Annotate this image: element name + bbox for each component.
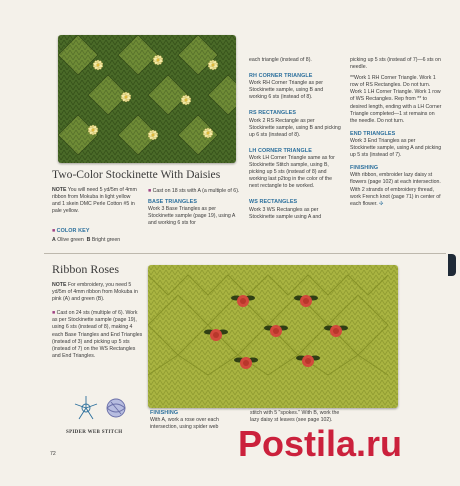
finishing-body: With ribbon, embroider lazy daisy st flowers (page 102) at each intersection. With 2 strands of embroidery thread, work French knot (page 71) in center of each flower. xyxy=(350,172,441,207)
color-b-letter: B xyxy=(86,237,91,244)
base-triangles-text: Work 3 Base Triangles as per Stockinette sample (page 19), using A and working 6 sts for xyxy=(148,206,236,227)
rs-rectangles-text: Work 2 RS Rectangle as per Stockinette sample, using B and picking up 6 sts (instead of 8). xyxy=(249,117,341,138)
color-key-heading: COLOR KEY xyxy=(56,228,90,235)
cast-on-text: Cast on 24 sts (multiple of 6). Work as per Stockinette sample (page 19), using 6 sts (instead of 8), making 4 each Base Triangles and End Triangles (instead of 3) and picking up 5 sts (instead of 7) on the WS Rectangles and End Triangles. xyxy=(52,310,143,359)
rh-corner-heading: RH CORNER TRIANGLE xyxy=(249,73,313,80)
section2-col2 xyxy=(150,410,245,435)
bullet-icon: ■ xyxy=(52,310,57,317)
ws-rectangles-heading: WS RECTANGLES xyxy=(249,199,298,206)
section1-col3 xyxy=(249,57,341,225)
finishing-text xyxy=(350,172,442,207)
section1-note xyxy=(52,187,140,215)
color-a-letter: A xyxy=(52,237,56,244)
end-triangles-text: Work 3 End Triangles as per Stockinette sample, using A and picking up 5 sts (instead of 7). xyxy=(350,137,442,159)
spider-web-label: SPIDER WEB STITCH xyxy=(66,430,123,435)
section2-col3-text: stitch with 5 "spokes." With B, work the lazy daisy st leaves (see page 102). xyxy=(250,410,340,424)
section-divider xyxy=(44,253,446,254)
base-triangles-heading: BASE TRIANGLES xyxy=(148,199,198,206)
color-a-label: Olive green xyxy=(57,237,84,244)
color-b-label: Bright green xyxy=(91,237,121,244)
end-triangles-heading: END TRIANGLES xyxy=(350,130,396,137)
lh-corner-heading: LH CORNER TRIANGLE xyxy=(249,147,312,154)
note-text: For embroidery, you need 5 yd/5m of 4mm ribbon from Mokuba in pink (A) and green (B). xyxy=(52,282,138,303)
cast-on-text: Cast on 18 sts with A (a multiple of 6). xyxy=(152,188,240,194)
bullet-icon: ■ xyxy=(52,228,57,235)
bullet-icon: ■ xyxy=(148,188,153,194)
cast-on-line xyxy=(148,188,240,195)
col4-repeat: **Work 1 RH Corner Triangle. Work 1 row of RS Rectangles. Do not turn. Work 1 LH Corner Triangle. Work 1 row of WS Rectangles. Rep from ** to desired length, ending with a LH Corner Triangle completed—1 st remains on the needle. Do not turn. xyxy=(350,75,442,124)
note-text: You will need 5 yd/5m of 4mm ribbon from Mokuba in light yellow and 1 skein DMC Perle Cotton #5 in pale yellow. xyxy=(52,187,137,215)
ws-rectangles-text: Work 3 WS Rectangles as per Stockinette sample using A and xyxy=(249,206,322,220)
section2-col1 xyxy=(52,282,144,364)
section2-note xyxy=(52,282,144,303)
color-key-values xyxy=(52,237,140,244)
rs-rectangles-heading: RS RECTANGLES xyxy=(249,110,297,117)
side-tab xyxy=(448,254,456,276)
lh-corner-text: Work LH Corner Triangle same as for Stockinette Stitch sample, using B, picking up 5 sts (instead of 8) and working last p2tog in the color of the next rectangle to be worked. xyxy=(249,154,335,190)
section2-finishing-text: With A, work a rose over each intersection, using spider web xyxy=(150,417,219,431)
col3-continuation: each triangle (instead of 8). xyxy=(249,57,312,63)
end-mark-icon: ✣ xyxy=(379,200,384,207)
col4-continuation: picking up 5 sts (instead of 7)—6 sts on needle. xyxy=(350,57,441,71)
watermark: Postila.ru xyxy=(238,423,403,464)
section1-col4 xyxy=(350,57,442,212)
section1-col2 xyxy=(148,188,240,231)
section1-title: Two-Color Stockinette With Daisies xyxy=(52,168,221,181)
section1-col1 xyxy=(52,187,140,248)
page-number: 72 xyxy=(50,451,56,457)
spider-web-illustration xyxy=(66,392,136,430)
note-label: NOTE xyxy=(52,282,67,288)
note-label: NOTE xyxy=(52,187,67,193)
daisy-swatch-photo xyxy=(58,35,236,163)
roses-swatch-photo xyxy=(148,265,398,408)
rh-corner-text: Work RH Corner Triangle as per Stockinette sample, using B and working 6 sts (instead of 8). xyxy=(249,80,324,101)
color-key-heading-line xyxy=(52,219,140,237)
section2-finishing-heading: FINISHING xyxy=(150,410,179,416)
section2-cast-on xyxy=(52,310,144,360)
section2-title: Ribbon Roses xyxy=(52,262,120,276)
finishing-heading: FINISHING xyxy=(350,165,379,172)
